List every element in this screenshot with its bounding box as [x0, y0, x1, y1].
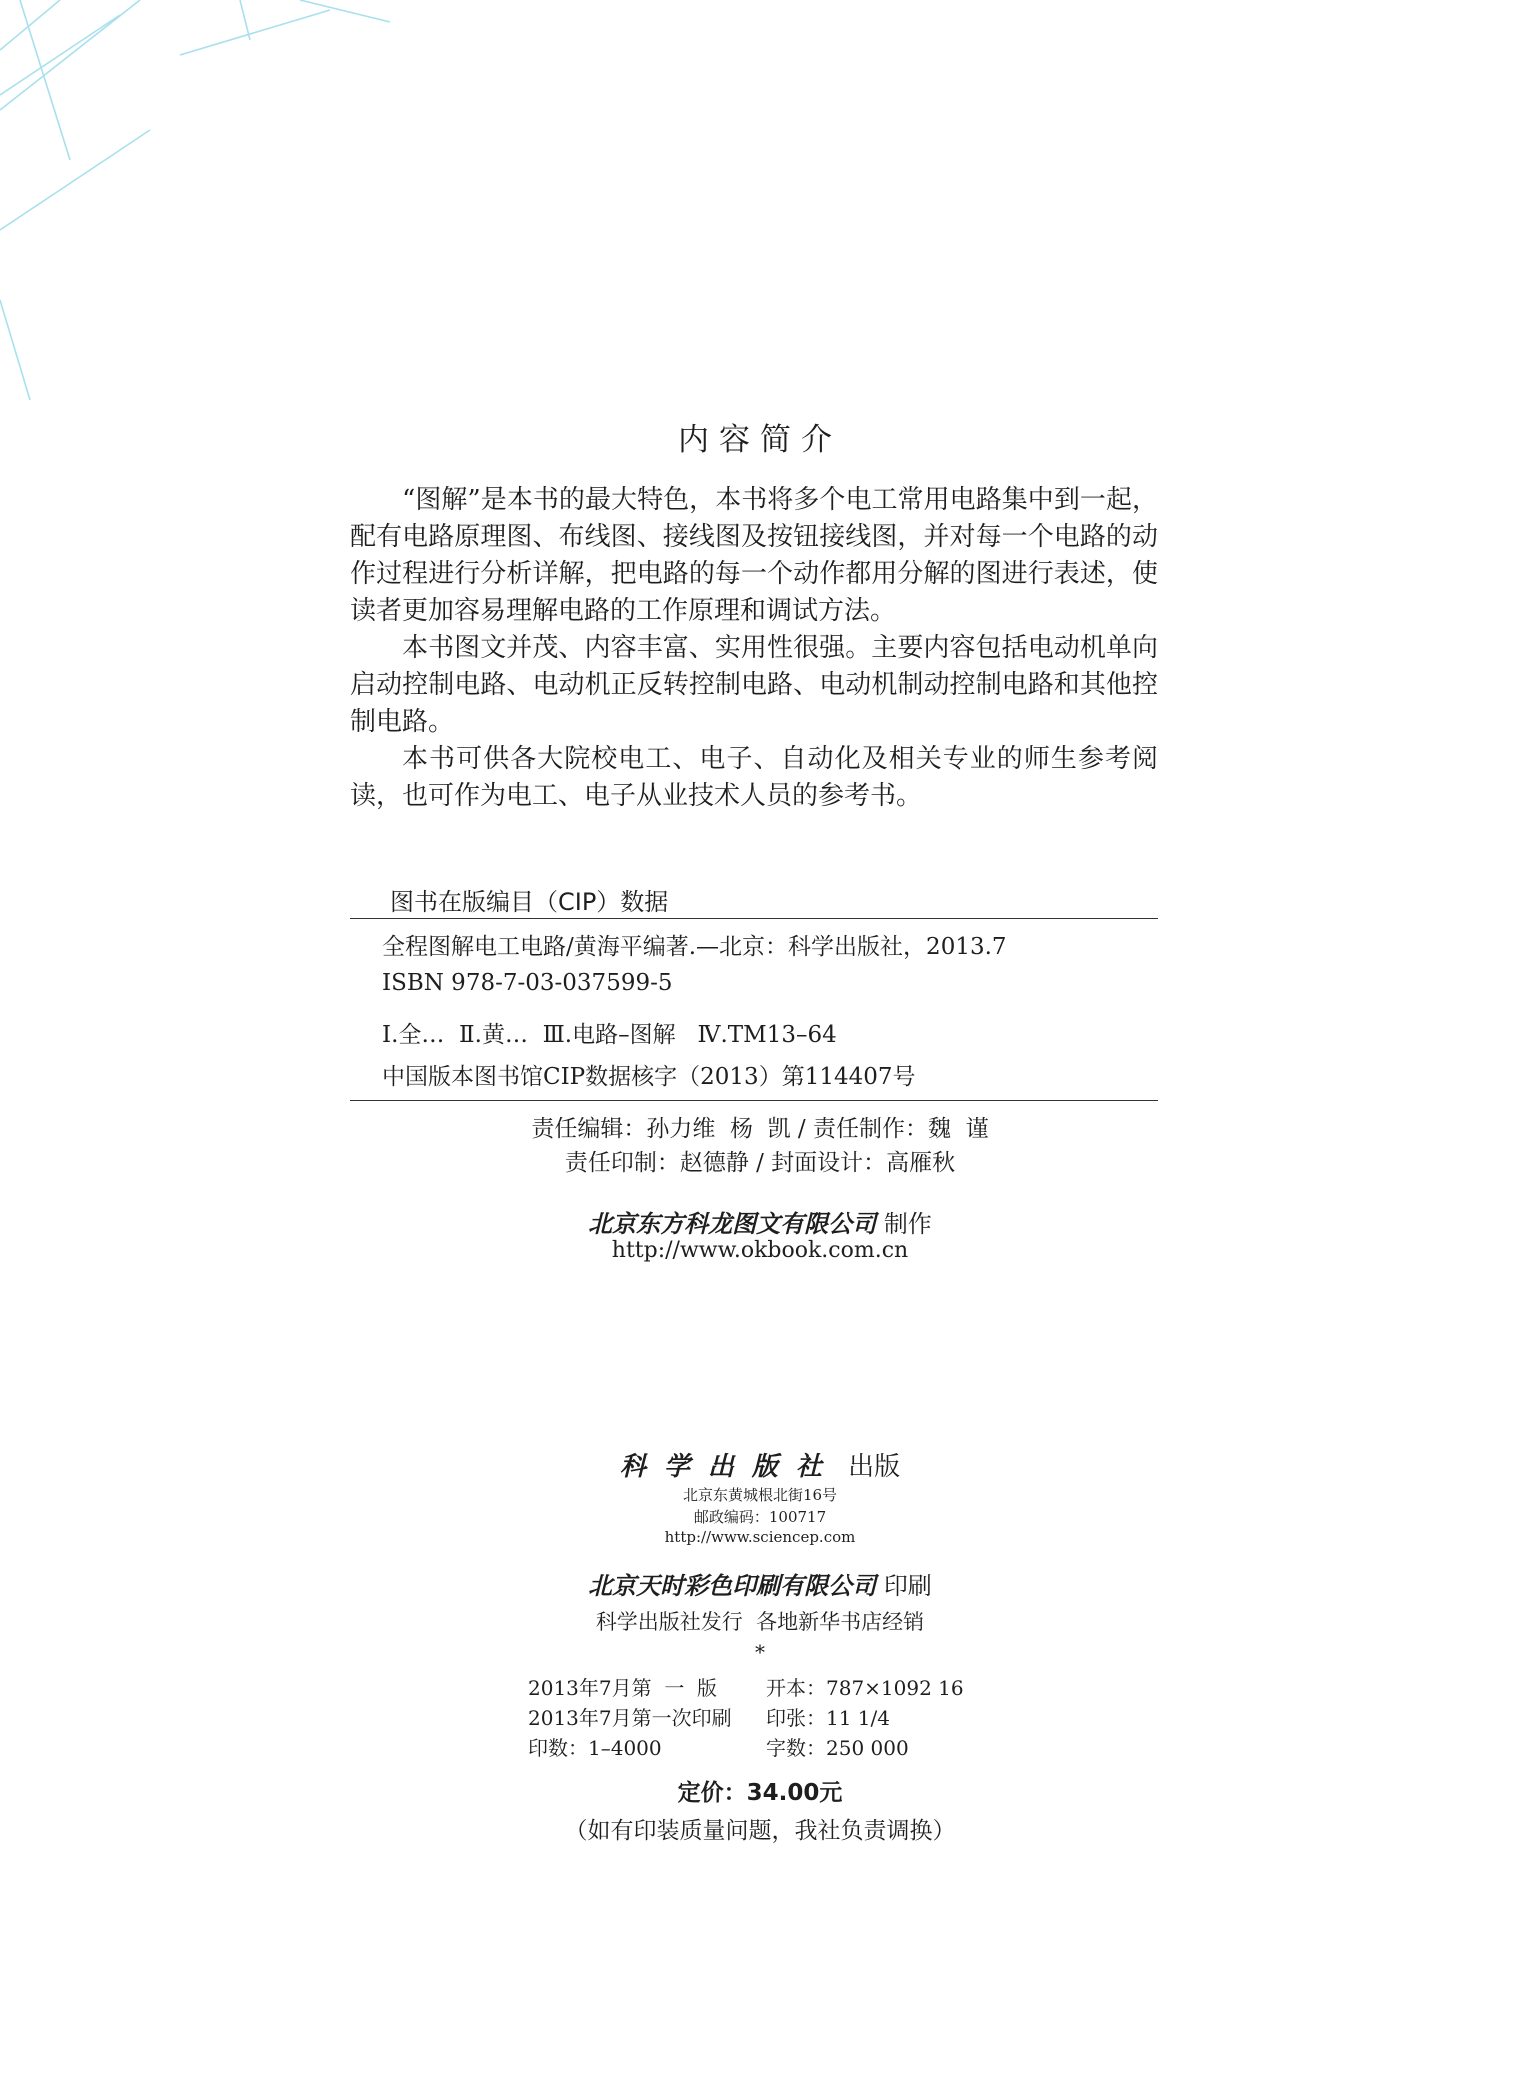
- intro-paragraph: 本书图文并茂、内容丰富、实用性很强。主要内容包括电动机单向启动控制电路、电动机正反转控制电路、电动机制动控制电路和其他控制电路。: [350, 633, 1158, 737]
- publisher-name: 科学出版社: [619, 1452, 840, 1482]
- publisher-suffix: 出版: [848, 1452, 901, 1482]
- producer-suffix: 制作: [883, 1210, 932, 1238]
- producer-url: http://www.okbook.com.cn: [611, 1238, 909, 1263]
- cip-isbn: ISBN 978-7-03-037599-5: [382, 970, 673, 996]
- printing-info: 2013年7月第一次印刷: [528, 1706, 732, 1730]
- credits-production: 责任印制：赵德静 / 封面设计：高雁秋: [564, 1150, 956, 1176]
- intro-paragraph: 本书可供各大院校电工、电子、自动化及相关专业的师生参考阅读，也可作为电工、电子从业技术人员的参考书。: [350, 744, 1158, 811]
- distribution-line: 科学出版社发行 各地新华书店经销: [595, 1610, 925, 1634]
- publisher-postcode: 邮政编码：100717: [693, 1508, 827, 1526]
- intro-paragraph: “图解”是本书的最大特色，本书将多个电工常用电路集中到一起，配有电路原理图、布线图、接线图及按钮接线图，并对每一个电路的动作过程进行分析详解，把电路的每一个动作都用分解的图进行表述，使读者更加容易理解电路的工作原理和调试方法。: [350, 485, 1158, 626]
- cip-top-rule: [350, 918, 1158, 919]
- publisher-url: http://www.sciencep.com: [664, 1528, 856, 1546]
- cip-classification: Ⅰ.全… Ⅱ.黄… Ⅲ.电路–图解 Ⅳ.TM13–64: [382, 1022, 837, 1048]
- cip-library-number: 中国版本图书馆CIP数据核字（2013）第114407号: [382, 1064, 916, 1090]
- word-count-info: 字数：250 000: [766, 1736, 909, 1760]
- cip-heading: 图书在版编目（CIP）数据: [390, 888, 669, 916]
- format-info: 开本：787×1092 16: [766, 1676, 964, 1700]
- credits-editors: 责任编辑：孙力维 杨 凯 / 责任制作：魏 谨: [531, 1116, 989, 1142]
- edition-row: [528, 1702, 890, 1731]
- producer-line: [0, 1204, 1520, 1239]
- publisher-address: 北京东黄城根北街16号: [682, 1486, 838, 1504]
- price: 定价：34.00元: [677, 1780, 843, 1806]
- producer-name: 北京东方科龙图文有限公司: [588, 1210, 877, 1238]
- edition-info: 2013年7月第 一 版: [528, 1676, 718, 1700]
- cip-bibliographic-line: 全程图解电工电路/黄海平编著.—北京：科学出版社，2013.7: [382, 934, 1007, 960]
- printer-name: 北京天时彩色印刷有限公司: [588, 1572, 877, 1600]
- separator-asterisk: *: [755, 1640, 765, 1664]
- printer-suffix: 印刷: [883, 1572, 932, 1600]
- corner-decoration: [0, 0, 420, 420]
- sheets-info: 印张：11 1/4: [766, 1706, 890, 1730]
- print-run-info: 印数：1–4000: [528, 1736, 662, 1760]
- edition-row: [528, 1732, 909, 1761]
- publisher-line: [0, 1446, 1520, 1483]
- quality-notice: （如有印装质量问题，我社负责调换）: [564, 1818, 956, 1844]
- edition-row: [528, 1672, 964, 1701]
- cip-bottom-rule: [350, 1100, 1158, 1101]
- section-title: 内容简介: [678, 422, 842, 458]
- printer-line: [0, 1566, 1520, 1601]
- intro-text: [350, 482, 1158, 815]
